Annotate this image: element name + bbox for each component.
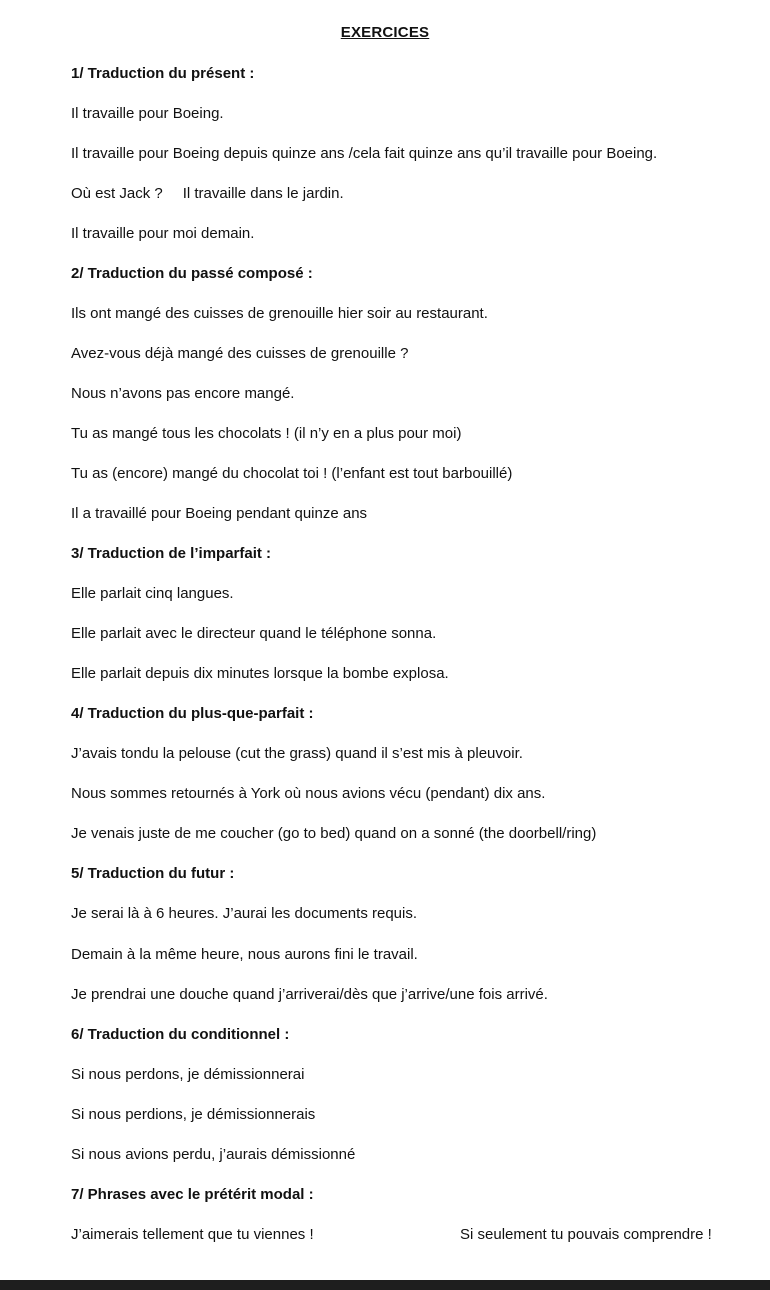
section-heading-conditionnel: 6/ Traduction du conditionnel : xyxy=(71,1026,290,1043)
sentence: Si nous perdions, je démissionnerais xyxy=(71,1106,316,1123)
sentence: Elle parlait cinq langues. xyxy=(71,585,234,602)
sentence: Nous sommes retournés à York où nous avions vécu (pendant) dix ans. xyxy=(71,785,546,802)
sentence: Je prendrai une douche quand j’arriverai/dès que j’arrive/une fois arrivé. xyxy=(71,986,548,1003)
sentence: Je venais juste de me coucher (go to bed) quand on a sonné (the doorbell/ring) xyxy=(71,825,597,842)
section-heading-preterit-modal: 7/ Phrases avec le prétérit modal : xyxy=(71,1186,314,1203)
sentence: Tu as (encore) mangé du chocolat toi ! (l’enfant est tout barbouillé) xyxy=(71,465,513,482)
sentence-row xyxy=(71,185,344,203)
sentence: Ils ont mangé des cuisses de grenouille hier soir au restaurant. xyxy=(71,305,488,322)
sentence: Demain à la même heure, nous aurons fini le travail. xyxy=(71,946,418,963)
sentence: Si nous perdons, je démissionnerai xyxy=(71,1066,305,1083)
sentence: Avez-vous déjà mangé des cuisses de grenouille ? xyxy=(71,345,409,362)
sentence: Il travaille pour Boeing. xyxy=(71,105,224,122)
sentence: Nous n’avons pas encore mangé. xyxy=(71,385,295,402)
section-heading-futur: 5/ Traduction du futur : xyxy=(71,865,235,882)
sentence: J’avais tondu la pelouse (cut the grass) quand il s’est mis à pleuvoir. xyxy=(71,745,523,762)
answer-sentence: Il travaille dans le jardin. xyxy=(182,185,344,202)
sentence-right-column: Si seulement tu pouvais comprendre ! xyxy=(460,1226,712,1243)
sentence: Si nous avions perdu, j’aurais démissionné xyxy=(71,1146,356,1163)
bottom-edge-bar xyxy=(0,1280,770,1290)
sentence: Il travaille pour Boeing depuis quinze ans /cela fait quinze ans qu’il travaille pour Boeing. xyxy=(71,145,658,162)
question-sentence: Où est Jack ? xyxy=(71,185,163,202)
sentence: J’aimerais tellement que tu viennes ! xyxy=(71,1226,314,1243)
sentence: Elle parlait depuis dix minutes lorsque la bombe explosa. xyxy=(71,665,449,682)
sentence: Il travaille pour moi demain. xyxy=(71,225,255,242)
sentence: Je serai là à 6 heures. J’aurai les documents requis. xyxy=(71,905,418,922)
section-heading-imparfait: 3/ Traduction de l’imparfait : xyxy=(71,545,272,562)
section-heading-present: 1/ Traduction du présent : xyxy=(71,65,255,82)
sentence: Il a travaillé pour Boeing pendant quinze ans xyxy=(71,505,368,522)
sentence: Tu as mangé tous les chocolats ! (il n’y en a plus pour moi) xyxy=(71,425,462,442)
document-title: EXERCICES xyxy=(340,24,430,41)
section-heading-plus-que-parfait: 4/ Traduction du plus-que-parfait : xyxy=(71,705,314,722)
section-heading-passe-compose: 2/ Traduction du passé composé : xyxy=(71,265,313,282)
sentence: Elle parlait avec le directeur quand le téléphone sonna. xyxy=(71,625,437,642)
